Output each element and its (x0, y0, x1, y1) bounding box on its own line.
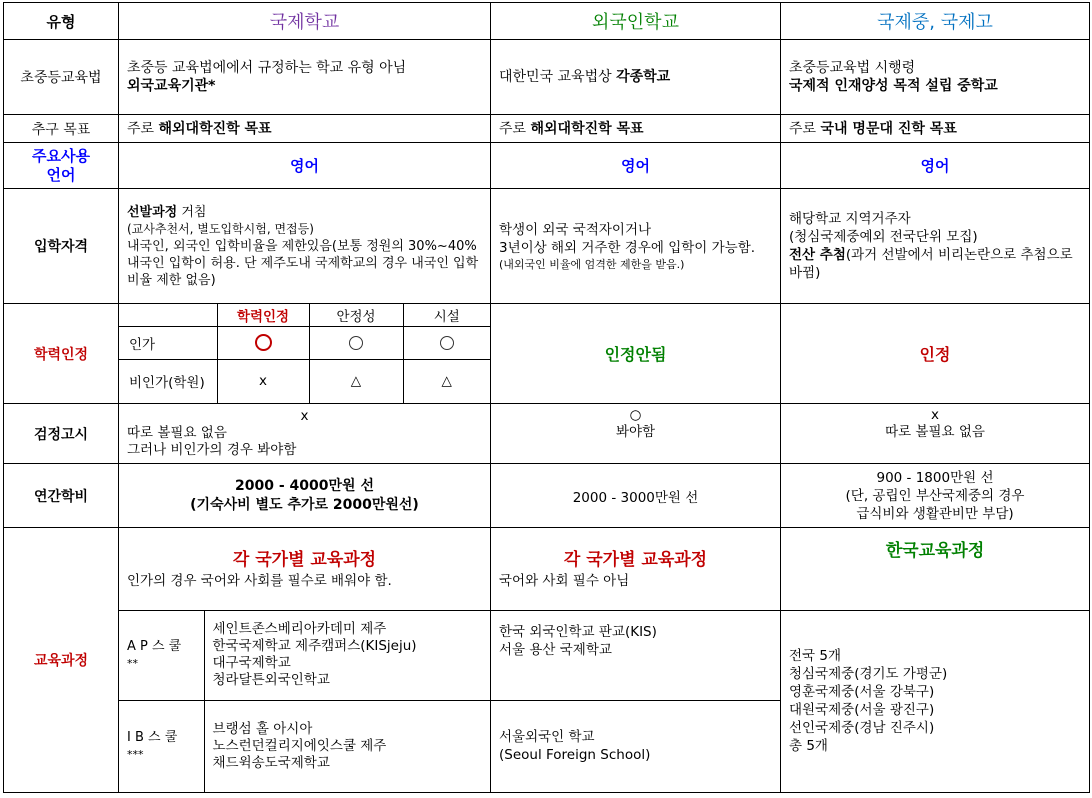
approved-stability-cell (309, 326, 403, 359)
circle-icon (440, 336, 454, 350)
accreditation-col2: 인정안됨 (491, 304, 781, 404)
admission-col1-after: 거침 (177, 204, 207, 220)
language-col1: 영어 (119, 143, 491, 189)
tuition-col3-line2: (단, 공립인 부산국제중의 경우 (845, 487, 1025, 504)
tuition-col3 (781, 464, 1090, 528)
curriculum-col2-subtable (491, 528, 780, 792)
international-school-header: 국제학교 (119, 3, 491, 40)
language-label-line1: 주요사용 (32, 146, 90, 165)
tuition-col3-line1: 900 - 1800만원 선 (876, 469, 994, 486)
accreditation-subtable (119, 304, 490, 403)
goal-col3-prefix: 주로 (789, 120, 821, 137)
accreditation-row (4, 304, 1090, 404)
unapproved-recognition-cell: x (217, 359, 309, 403)
school-comparison-table (3, 2, 1090, 793)
ib-school-label-cell (119, 700, 204, 792)
law-col3 (781, 40, 1090, 115)
ap-school-label: A P 스 쿨 (127, 639, 182, 654)
curriculum-col1-note: 인가의 경우 국어와 사회를 필수로 배워야 함. (127, 572, 392, 589)
exam-col3 (781, 404, 1090, 464)
foreign-school-item: 한국 외국인학교 판교(KIS) (499, 623, 657, 640)
curriculum-col3-subtable (781, 528, 1089, 792)
approved-recognition-cell (217, 326, 309, 359)
accreditation-header-recognition: 학력인정 (217, 304, 309, 326)
admission-col1-line2: (교사추천서, 별도입학시험, 면접등) (127, 221, 314, 236)
exam-row (4, 404, 1090, 464)
foreign-school-item: 서울 용산 국제학교 (499, 641, 612, 658)
accreditation-header-facility: 시설 (403, 304, 490, 326)
law-col1-line2: 외국교육기관* (127, 78, 216, 94)
foreign-school-header: 외국인학교 (491, 3, 781, 40)
curriculum-col2-note: 국어와 사회 필수 아님 (499, 572, 630, 589)
ap-school-label-cell (119, 610, 204, 700)
curriculum-col3-list (781, 610, 1089, 792)
admission-col2-line2: 3년이상 해외 거주한 경우에 입학이 가능함. (499, 239, 756, 256)
accreditation-header-stability: 안정성 (309, 304, 403, 326)
law-col2-prefix: 대한민국 교육법상 (499, 69, 617, 85)
exam-col2-mark: ○ (629, 407, 642, 423)
language-row (4, 143, 1090, 189)
tuition-col2: 2000 - 3000만원 선 (491, 464, 781, 528)
curriculum-col2 (491, 528, 781, 793)
goal-row (4, 115, 1090, 143)
curriculum-col1-subtable (119, 528, 490, 792)
law-col3-line2: 국제적 인재양성 목적 설립 중학교 (789, 78, 998, 94)
law-col3-line1: 초중등교육법 시행령 (789, 60, 916, 76)
tuition-col3-line3: 급식비와 생활관비만 부담) (856, 505, 1014, 522)
admission-col3-bold: 전산 추첨 (789, 247, 846, 263)
exam-col2 (491, 404, 781, 464)
tuition-col1-line2: (기숙사비 별도 추가로 2000만원선) (190, 496, 419, 513)
exam-col1-mark: x (300, 408, 309, 424)
law-col1 (119, 40, 491, 115)
admission-col3 (781, 189, 1090, 304)
curriculum-col1-summary (119, 528, 490, 610)
ib-school-mark: *** (127, 748, 144, 762)
goal-col1-prefix: 주로 (127, 120, 159, 137)
goal-col1 (119, 115, 491, 143)
header-row (4, 3, 1090, 40)
exam-col1-line2: 그러나 비인가의 경우 봐야함 (127, 442, 297, 458)
ap-school-list (204, 610, 490, 700)
tuition-row (4, 464, 1090, 528)
accreditation-approved-label: 인가 (119, 326, 217, 359)
law-col2 (491, 40, 781, 115)
admission-row (4, 189, 1090, 304)
curriculum-col1 (119, 528, 491, 793)
middle-school-item: 전국 5개 (789, 648, 842, 665)
ap-school-item: 청라달튼외국인학교 (212, 672, 330, 688)
unapproved-facility-cell: △ (403, 359, 490, 403)
type-label: 유형 (4, 3, 119, 40)
exam-col3-mark: x (931, 407, 939, 423)
goal-col2 (491, 115, 781, 143)
international-middle-high-header: 국제중, 국제고 (781, 3, 1090, 40)
admission-col2 (491, 189, 781, 304)
goal-col3 (781, 115, 1090, 143)
exam-label: 검정고시 (4, 404, 119, 464)
admission-col1-bold: 선발과정 (127, 204, 178, 220)
ib-school-label: I B 스 쿨 (127, 730, 178, 746)
admission-col3-after: (과거 선발에서 비리논란으로 추첨으로 바뀜) (789, 247, 1073, 281)
curriculum-col2-title: 각 국가별 교육과정 (563, 549, 708, 570)
admission-col3-line2: (청심국제중예외 전국단위 모집) (789, 229, 978, 245)
curriculum-col2-ap-list (491, 610, 780, 700)
accreditation-unapproved-label: 비인가(학원) (119, 359, 217, 403)
accreditation-col3: 인정 (781, 304, 1090, 404)
middle-school-item: 청심국제중(경기도 가평군) (789, 666, 948, 683)
admission-col1 (119, 189, 491, 304)
ib-school-item: 채드윅송도국제학교 (212, 754, 330, 771)
curriculum-col2-ib-list (491, 700, 780, 792)
exam-col3-line1: 따로 볼필요 없음 (885, 424, 985, 440)
circle-icon (349, 336, 363, 350)
ap-school-item: 한국국제학교 제주캠퍼스(KISjeju) (212, 638, 417, 654)
curriculum-col3 (781, 528, 1090, 793)
goal-label: 추구 목표 (4, 115, 119, 143)
middle-school-item: 대원국제중(서울 광진구) (789, 702, 935, 719)
curriculum-row (4, 528, 1090, 793)
law-col1-line1: 초중등 교육법에에서 규정하는 학교 유형 아님 (127, 60, 407, 76)
admission-label: 입학자격 (4, 189, 119, 304)
goal-col3-bold: 국내 명문대 진학 목표 (820, 120, 957, 137)
goal-col1-bold: 해외대학진학 목표 (158, 120, 272, 137)
law-row (4, 40, 1090, 115)
curriculum-label: 교육과정 (4, 528, 119, 793)
middle-school-item: 영훈국제중(서울 강북구) (789, 684, 935, 701)
curriculum-col1-title: 각 국가별 교육과정 (232, 549, 377, 570)
accreditation-blank-cell (119, 304, 217, 326)
tuition-col1-line1: 2000 - 4000만원 선 (235, 477, 374, 494)
curriculum-col3-title: 한국교육과정 (781, 528, 1089, 610)
language-label (4, 143, 119, 189)
ib-school-item: 노스런던컬리지에잇스쿨 제주 (212, 737, 387, 754)
curriculum-col2-summary (491, 528, 780, 610)
tuition-col1 (119, 464, 491, 528)
language-label-line2: 언어 (46, 165, 76, 184)
foreign-school-item: 서울외국인 학교 (499, 729, 595, 746)
tuition-label: 연간학비 (4, 464, 119, 528)
law-col2-bold: 각종학교 (616, 69, 671, 85)
red-circle-icon (255, 334, 272, 351)
exam-col1-line1: 따로 볼필요 없음 (127, 425, 227, 441)
approved-facility-cell (403, 326, 490, 359)
language-col3: 영어 (781, 143, 1090, 189)
ap-school-item: 세인트존스베리아카데미 제주 (212, 621, 387, 637)
ap-school-item: 대구국제학교 (212, 655, 291, 671)
goal-col2-bold: 해외대학진학 목표 (530, 120, 644, 137)
ib-school-item: 브랭섬 홀 아시아 (212, 720, 313, 737)
admission-col2-line3: (내외국인 비율에 엄격한 제한을 받음.) (499, 257, 685, 271)
exam-col2-line1: 봐야함 (615, 424, 656, 440)
middle-school-item: 총 5개 (789, 738, 828, 755)
unapproved-stability-cell: △ (309, 359, 403, 403)
law-label: 초중등교육법 (4, 40, 119, 115)
accreditation-col1 (119, 304, 491, 404)
admission-col2-line1: 학생이 외국 국적자이거나 (499, 221, 652, 238)
ap-school-mark: ** (127, 657, 138, 670)
accreditation-label: 학력인정 (4, 304, 119, 404)
exam-col1 (119, 404, 491, 464)
admission-col3-line1: 해당학교 지역거주자 (789, 211, 911, 227)
admission-col1-line3: 내국인, 외국인 입학비율을 제한있음(보통 정원의 30%~40% 내국인 입학이 허용. 단 제주도내 국제학교의 경우 내국인 입학비율 제한 없음) (127, 238, 479, 288)
goal-col2-prefix: 주로 (499, 120, 531, 137)
foreign-school-item: (Seoul Foreign School) (499, 747, 651, 764)
ib-school-list (204, 700, 490, 792)
language-col2: 영어 (491, 143, 781, 189)
middle-school-item: 선인국제중(경남 진주시) (789, 720, 935, 737)
